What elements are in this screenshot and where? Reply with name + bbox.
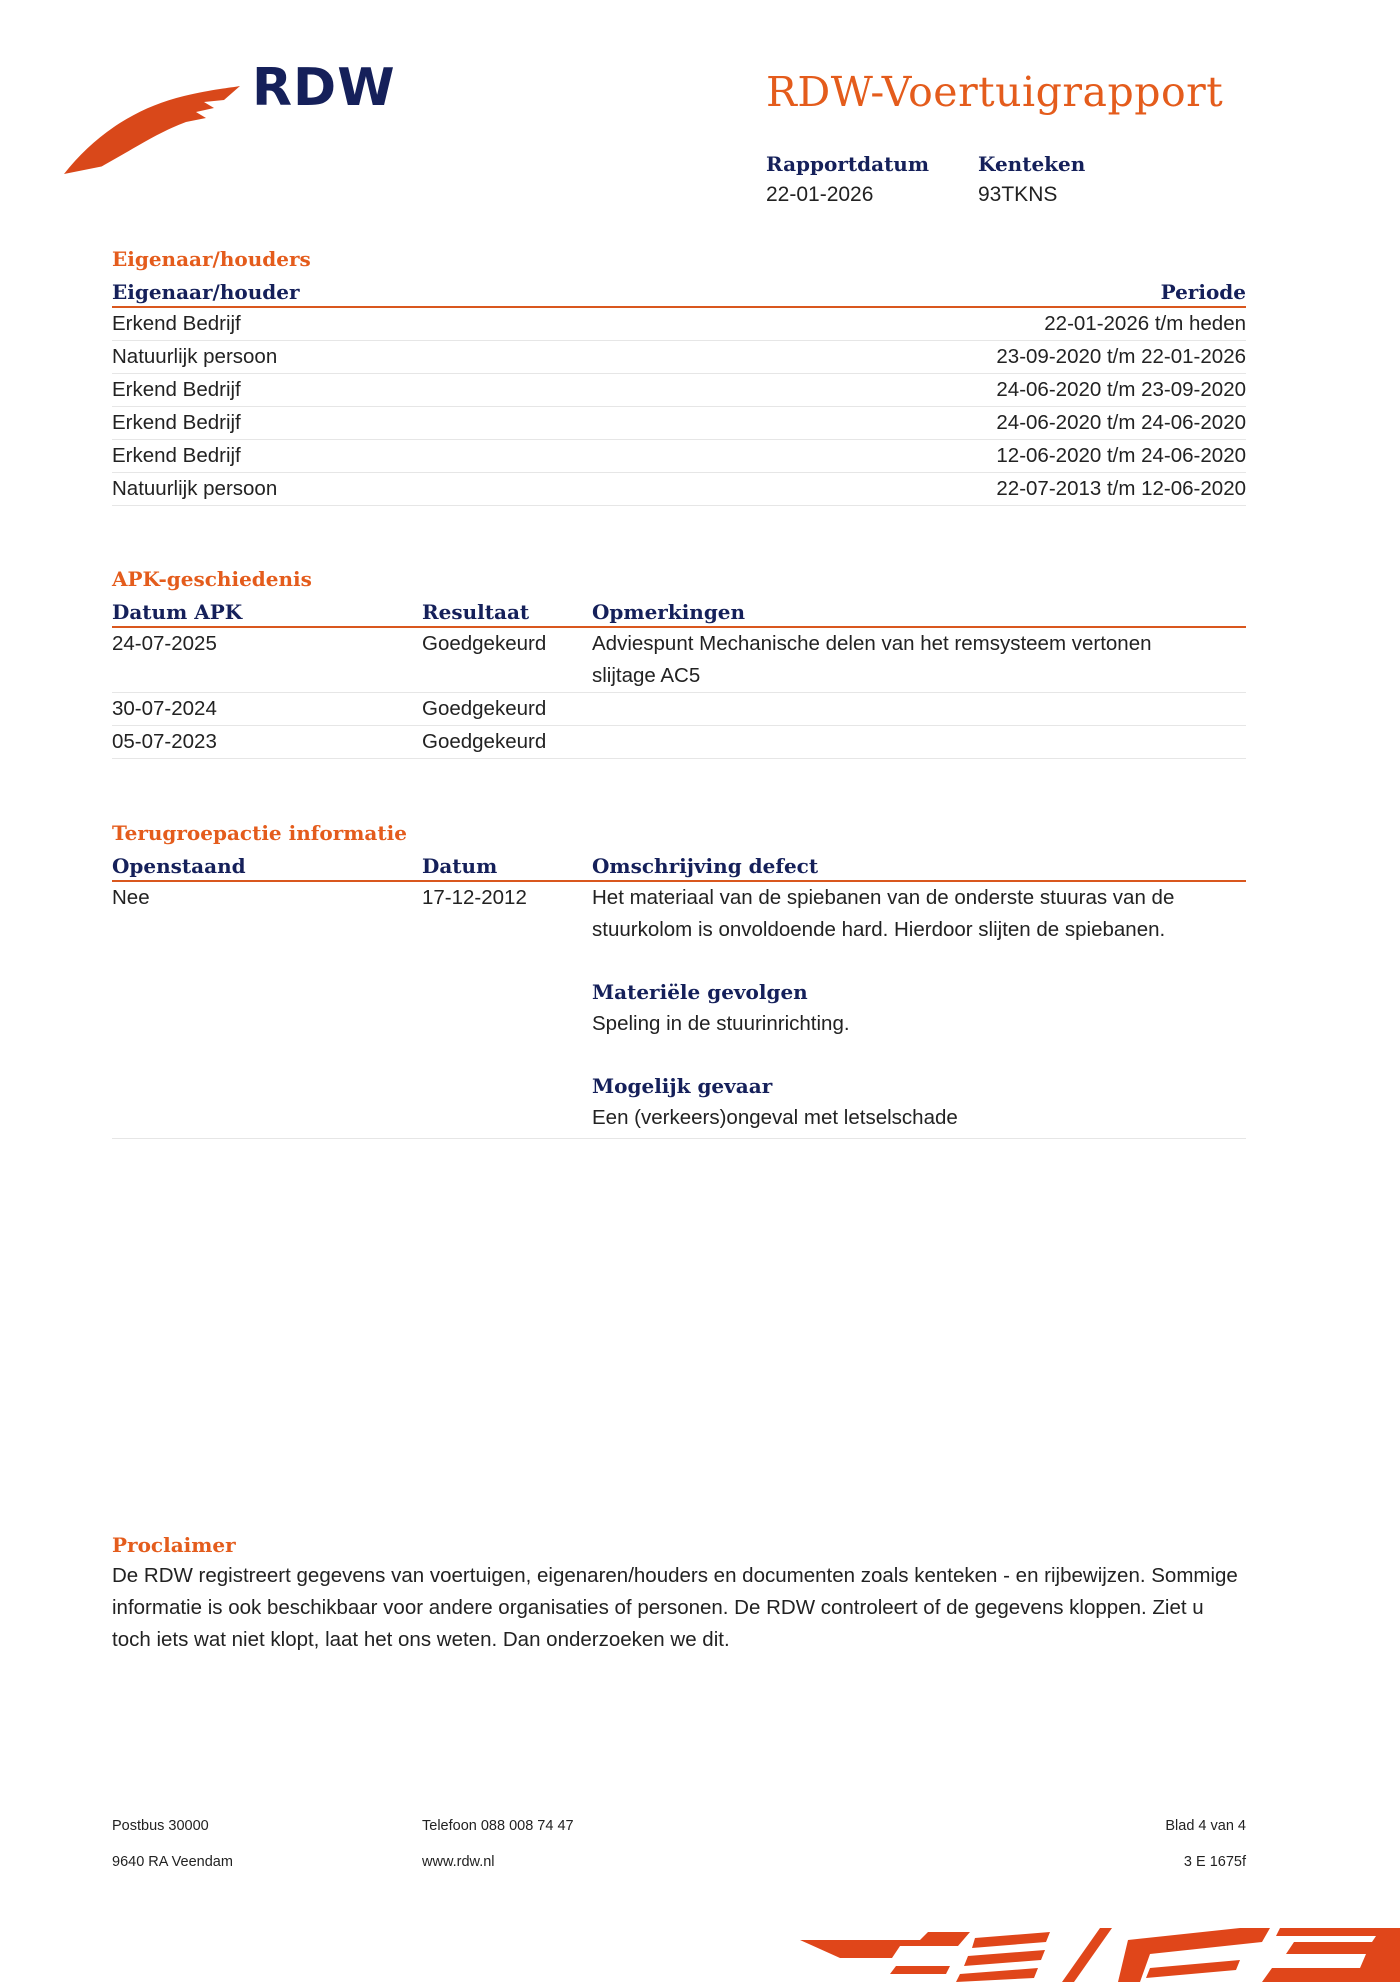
- apk-section-title: APK-geschiedenis: [112, 567, 312, 591]
- col-owner-header: Eigenaar/houder: [112, 280, 300, 304]
- apk-date-cell: 24-07-2025: [112, 632, 217, 655]
- owner-cell: Natuurlijk persoon: [112, 345, 278, 368]
- col-remarks-header: Opmerkingen: [592, 600, 746, 624]
- apk-table-header: [112, 596, 1246, 628]
- report-title: RDW-Voertuigrapport: [766, 68, 1224, 116]
- col-open-header: Openstaand: [112, 854, 246, 878]
- footer-address-line-1: Postbus 30000: [112, 1818, 209, 1834]
- recall-section-title: Terugroepactie informatie: [112, 821, 407, 845]
- footer-website: www.rdw.nl: [422, 1854, 495, 1870]
- apk-result-cell: Goedgekeurd: [422, 730, 547, 753]
- footer-document-code: 3 E 1675f: [1183, 1854, 1246, 1870]
- col-apk-date-header: Datum APK: [112, 600, 243, 624]
- table-row: [112, 308, 1246, 341]
- table-row: [112, 341, 1246, 374]
- defect-description: Het materiaal van de spiebanen van de onderste stuuras van de stuurkolom is onvoldoende hard. Hierdoor slijten de spiebanen.: [592, 886, 1175, 941]
- proclaimer-title: Proclaimer: [112, 1533, 236, 1557]
- danger-label: Mogelijk gevaar: [592, 1074, 773, 1098]
- plate-label: Kenteken: [978, 152, 1086, 176]
- footer-address-line-2: 9640 RA Veendam: [112, 1854, 233, 1870]
- table-row: [112, 628, 1246, 693]
- apk-result-cell: Goedgekeurd: [422, 697, 547, 720]
- decorative-stripes-icon: [800, 1928, 1400, 1982]
- rdw-logo-icon: [64, 86, 240, 178]
- proclaimer-text: De RDW registreert gegevens van voertuigen, eigenaren/houders en documenten zoals kenteken - en rijbewijzen. Sommige informatie is ook beschikbaar voor andere organisaties of personen. De RDW controleert of de gegevens kloppen. Ziet u toch iets wat niet klopt, laat het ons weten. Dan onderzoeken we dit.: [112, 1564, 1238, 1651]
- apk-remarks-cell: [592, 693, 1246, 725]
- report-date-label: Rapportdatum: [766, 152, 930, 176]
- footer-page-number: Blad 4 van 4: [1165, 1818, 1246, 1834]
- period-cell: 12-06-2020 t/m 24-06-2020: [996, 444, 1246, 467]
- apk-date-cell: 05-07-2023: [112, 730, 217, 753]
- owners-table: [112, 276, 1246, 506]
- owners-table-header: [112, 276, 1246, 308]
- apk-remarks-cell: [592, 726, 1246, 758]
- recall-table: [112, 850, 1246, 1139]
- period-cell: 23-09-2020 t/m 22-01-2026: [996, 345, 1246, 368]
- report-date-value: 22-01-2026: [766, 183, 874, 206]
- plate-value: 93TKNS: [978, 183, 1058, 206]
- consequences-text: Speling in de stuurinrichting.: [592, 1012, 850, 1035]
- table-row: [112, 882, 1246, 1139]
- col-result-header: Resultaat: [422, 600, 530, 624]
- recall-table-header: [112, 850, 1246, 882]
- apk-remarks-cell: Adviespunt Mechanische delen van het remsysteem vertonen slijtage AC5: [592, 632, 1152, 687]
- owners-section-title: Eigenaar/houders: [112, 247, 311, 271]
- period-cell: 24-06-2020 t/m 23-09-2020: [996, 378, 1246, 401]
- col-desc-header: Omschrijving defect: [592, 854, 819, 878]
- table-row: [112, 726, 1246, 759]
- table-row: [112, 407, 1246, 440]
- recall-open-cell: Nee: [112, 886, 150, 909]
- col-period-header: Periode: [1160, 280, 1246, 304]
- period-cell: 24-06-2020 t/m 24-06-2020: [996, 411, 1246, 434]
- col-recall-date-header: Datum: [422, 854, 498, 878]
- recall-date-cell: 17-12-2012: [422, 886, 527, 909]
- period-cell: 22-01-2026 t/m heden: [1044, 312, 1246, 335]
- table-row: [112, 374, 1246, 407]
- period-cell: 22-07-2013 t/m 12-06-2020: [996, 477, 1246, 500]
- footer-phone: Telefoon 088 008 74 47: [422, 1818, 574, 1834]
- owner-cell: Erkend Bedrijf: [112, 312, 241, 335]
- consequences-label: Materiële gevolgen: [592, 980, 808, 1004]
- logo-text: RDW: [252, 58, 396, 118]
- recall-details: [592, 882, 1246, 1134]
- owner-cell: Natuurlijk persoon: [112, 477, 278, 500]
- owner-cell: Erkend Bedrijf: [112, 411, 241, 434]
- table-row: [112, 473, 1246, 506]
- apk-result-cell: Goedgekeurd: [422, 632, 547, 655]
- table-row: [112, 440, 1246, 473]
- table-row: [112, 693, 1246, 726]
- danger-text: Een (verkeers)ongeval met letselschade: [592, 1106, 958, 1129]
- apk-table: [112, 596, 1246, 759]
- owner-cell: Erkend Bedrijf: [112, 378, 241, 401]
- apk-date-cell: 30-07-2024: [112, 697, 217, 720]
- owner-cell: Erkend Bedrijf: [112, 444, 241, 467]
